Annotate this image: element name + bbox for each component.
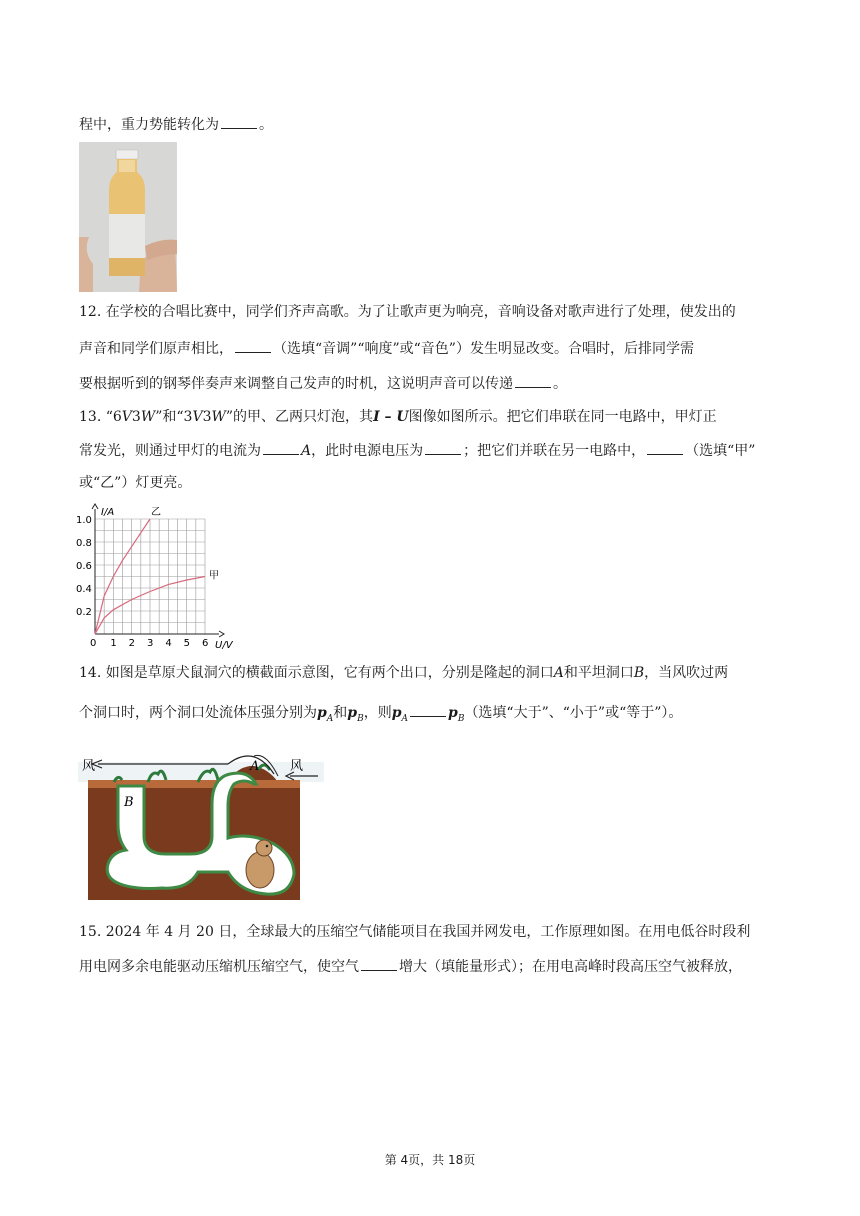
y-tick-label: 0.2 bbox=[76, 607, 92, 618]
juice-bottle-image bbox=[79, 142, 177, 292]
answer-blank[interactable] bbox=[410, 702, 446, 717]
q15-line-2: 用电网多余电能驱动压缩机压缩空气，使空气 增大（填能量形式）；在用电高峰时段高压空气被释放， bbox=[79, 956, 742, 977]
series-label: 甲 bbox=[209, 570, 219, 582]
q13-line-1: 13. “6V3W”和“3V3W”的甲、乙两只灯泡，其I – U图像如图所示。把它们串联在同一电路中，甲灯正 bbox=[79, 409, 717, 425]
x-tick-label: 0 bbox=[90, 638, 97, 649]
x-axis-arrow bbox=[219, 631, 224, 637]
x-tick-label: 3 bbox=[147, 638, 154, 649]
wind-label-right: 风 bbox=[290, 759, 304, 774]
page-footer: 第 4页，共 18页 bbox=[384, 1153, 476, 1167]
answer-blank[interactable] bbox=[235, 338, 271, 353]
y-tick-label: 0.6 bbox=[76, 561, 92, 572]
q13-line-3: 或“乙”）灯更亮。 bbox=[79, 475, 192, 491]
hole-b-label: B bbox=[124, 795, 134, 810]
answer-blank[interactable] bbox=[221, 114, 257, 129]
prairie-dog-burrow-diagram bbox=[78, 744, 324, 900]
hole-a-label: A bbox=[250, 759, 260, 774]
x-axis-label: U/V bbox=[215, 640, 233, 651]
q13-line-2: 常发光，则通过甲灯的电流为 A，此时电源电压为 ；把它们并联在另一电路中， （选填“甲” bbox=[79, 440, 755, 461]
q15-line-1: 15. 2024 年 4 月 20 日，全球最大的压缩空气储能项目在我国并网发电，工作原理如图。在用电低谷时段利 bbox=[79, 924, 751, 940]
answer-blank[interactable] bbox=[263, 440, 299, 455]
q14-line-2: 个洞口时，两个洞口处流体压强分别为$p_A$和$p_B$，则$p_A$ $p_B$（选填“大于”、“小于”或“等于”）。 bbox=[79, 702, 682, 729]
x-tick-label: 1 bbox=[110, 638, 117, 649]
q11-tail-line: 程中，重力势能转化为 。 bbox=[79, 114, 273, 135]
q12-line-1: 12. 在学校的合唱比赛中，同学们齐声高歌。为了让歌声更为响亮，音响设备对歌声进行了处理，使发出的 bbox=[79, 304, 736, 320]
q14-line-1: 14. 如图是草原犬鼠洞穴的横截面示意图，它有两个出口，分别是隆起的洞口A和平坦洞口B，当风吹过两 bbox=[79, 665, 729, 681]
wind-label-left: 风 bbox=[82, 759, 96, 774]
y-axis-arrow bbox=[92, 504, 98, 509]
x-tick-label: 2 bbox=[128, 638, 136, 649]
q12-line-3: 要根据听到的钢琴伴奏声来调整自己发声的时机，这说明声音可以传递 。 bbox=[79, 373, 567, 394]
x-tick-label: 5 bbox=[183, 638, 191, 649]
answer-blank[interactable] bbox=[515, 373, 551, 388]
y-tick-label: 0.8 bbox=[76, 538, 92, 549]
x-tick-label: 4 bbox=[165, 638, 172, 649]
answer-blank[interactable] bbox=[425, 440, 461, 455]
iu-chart bbox=[74, 503, 254, 651]
answer-blank[interactable] bbox=[647, 440, 683, 455]
y-axis-label: I/A bbox=[101, 507, 115, 518]
y-tick-label: 0.4 bbox=[76, 584, 92, 595]
y-tick-label: 1.0 bbox=[76, 515, 92, 526]
answer-blank[interactable] bbox=[361, 956, 397, 971]
series-label: 乙 bbox=[151, 507, 161, 518]
x-tick-label: 6 bbox=[202, 638, 209, 649]
q12-line-2: 声音和同学们原声相比， （选填“音调”“响度”或“音色”）发生明显改变。合唱时，后排同学需 bbox=[79, 338, 694, 359]
